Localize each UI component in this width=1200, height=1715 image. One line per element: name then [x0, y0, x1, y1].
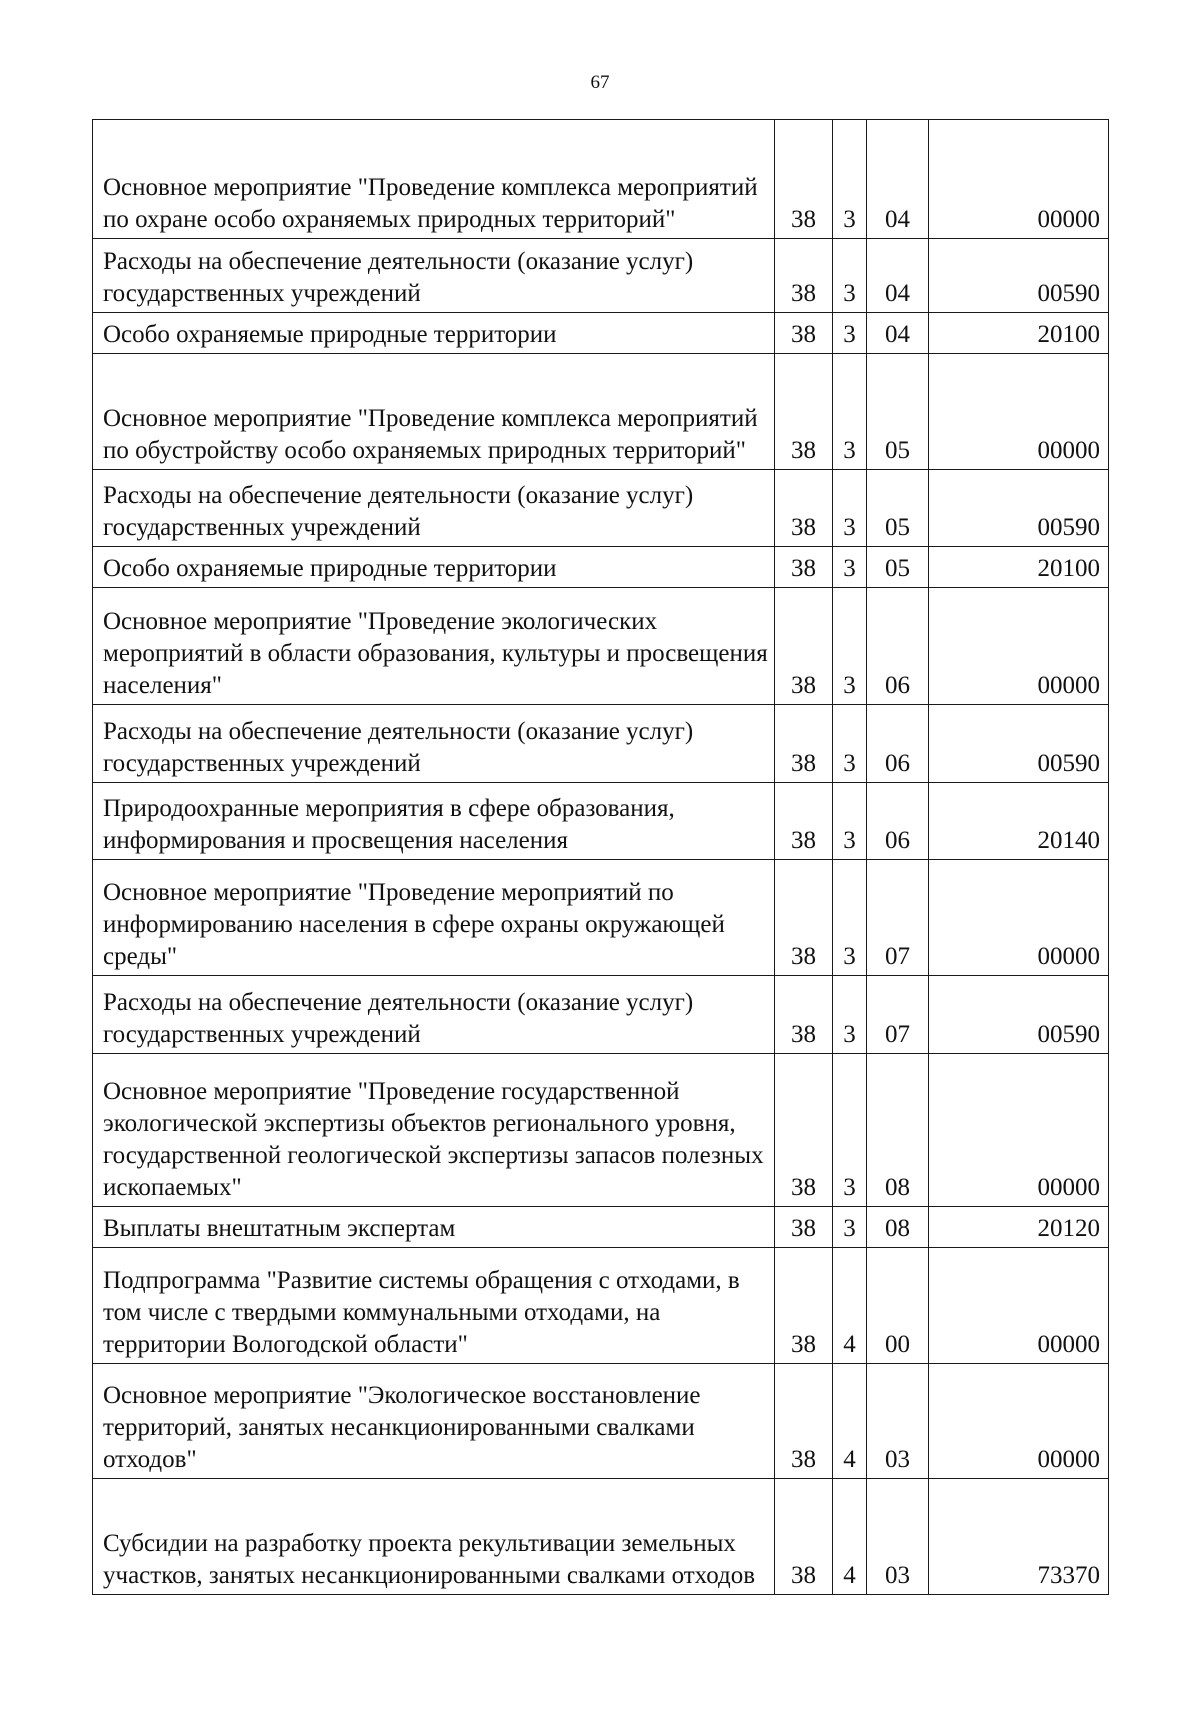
table-row [93, 783, 1109, 860]
subprogram-code: 3 [833, 470, 867, 547]
expense-code: 00000 [929, 860, 1109, 976]
table-row [93, 588, 1109, 705]
table-row [93, 470, 1109, 547]
activity-code: 07 [867, 860, 929, 976]
table-row [93, 1479, 1109, 1595]
expense-code: 20100 [929, 313, 1109, 354]
row-description: Основное мероприятие "Проведение мероприятий по информированию населения в сфере охраны окружающей среды" [93, 860, 775, 976]
row-description: Расходы на обеспечение деятельности (оказание услуг) государственных учреждений [93, 470, 775, 547]
subprogram-code: 3 [833, 860, 867, 976]
table-row [93, 1364, 1109, 1479]
expense-code: 00000 [929, 1054, 1109, 1207]
page-number: 67 [590, 72, 610, 93]
program-code: 38 [775, 313, 833, 354]
table-row [93, 239, 1109, 313]
program-code: 38 [775, 354, 833, 470]
expense-code: 00590 [929, 239, 1109, 313]
row-description: Расходы на обеспечение деятельности (оказание услуг) государственных учреждений [93, 705, 775, 783]
activity-code: 08 [867, 1207, 929, 1248]
activity-code: 00 [867, 1248, 929, 1364]
row-description: Особо охраняемые природные территории [93, 313, 775, 354]
activity-code: 06 [867, 705, 929, 783]
activity-code: 05 [867, 354, 929, 470]
activity-code: 06 [867, 783, 929, 860]
activity-code: 03 [867, 1479, 929, 1595]
expense-code: 00000 [929, 588, 1109, 705]
activity-code: 05 [867, 470, 929, 547]
subprogram-code: 3 [833, 588, 867, 705]
subprogram-code: 4 [833, 1248, 867, 1364]
program-code: 38 [775, 1479, 833, 1595]
table-row [93, 1054, 1109, 1207]
row-description: Основное мероприятие "Экологическое восстановление территорий, занятых несанкционированными свалками отходов" [93, 1364, 775, 1479]
subprogram-code: 3 [833, 976, 867, 1054]
program-code: 38 [775, 1364, 833, 1479]
table-row [93, 120, 1109, 239]
subprogram-code: 4 [833, 1364, 867, 1479]
row-description: Основное мероприятие "Проведение государственной экологической экспертизы объектов регионального уровня, государственной геологической экспертизы запасов полезных ископаемых" [93, 1054, 775, 1207]
row-description: Особо охраняемые природные территории [93, 547, 775, 588]
row-description: Подпрограмма "Развитие системы обращения с отходами, в том числе с твердыми коммунальными отходами, на территории Вологодской области" [93, 1248, 775, 1364]
row-description: Субсидии на разработку проекта рекультивации земельных участков, занятых несанкционированными свалками отходов [93, 1479, 775, 1595]
subprogram-code: 4 [833, 1479, 867, 1595]
expense-code: 20140 [929, 783, 1109, 860]
program-code: 38 [775, 1248, 833, 1364]
expense-code: 20100 [929, 547, 1109, 588]
subprogram-code: 3 [833, 783, 867, 860]
table-row [93, 547, 1109, 588]
program-code: 38 [775, 470, 833, 547]
program-code: 38 [775, 783, 833, 860]
subprogram-code: 3 [833, 1054, 867, 1207]
program-code: 38 [775, 588, 833, 705]
row-description: Основное мероприятие "Проведение экологических мероприятий в области образования, культуры и просвещения населения" [93, 588, 775, 705]
row-description: Природоохранные мероприятия в сфере образования, информирования и просвещения населения [93, 783, 775, 860]
activity-code: 04 [867, 313, 929, 354]
program-code: 38 [775, 976, 833, 1054]
row-description: Выплаты внештатным экспертам [93, 1207, 775, 1248]
table-row [93, 1248, 1109, 1364]
row-description: Расходы на обеспечение деятельности (оказание услуг) государственных учреждений [93, 239, 775, 313]
subprogram-code: 3 [833, 313, 867, 354]
program-code: 38 [775, 239, 833, 313]
expense-code: 00000 [929, 1364, 1109, 1479]
activity-code: 06 [867, 588, 929, 705]
table-row [93, 705, 1109, 783]
row-description: Основное мероприятие "Проведение комплекса мероприятий по охране особо охраняемых природных территорий" [93, 120, 775, 239]
subprogram-code: 3 [833, 705, 867, 783]
subprogram-code: 3 [833, 1207, 867, 1248]
table-row [93, 1207, 1109, 1248]
subprogram-code: 3 [833, 239, 867, 313]
row-description: Основное мероприятие "Проведение комплекса мероприятий по обустройству особо охраняемых природных территорий" [93, 354, 775, 470]
activity-code: 04 [867, 120, 929, 239]
expense-code: 00590 [929, 470, 1109, 547]
program-code: 38 [775, 1207, 833, 1248]
activity-code: 07 [867, 976, 929, 1054]
table-row [93, 354, 1109, 470]
program-code: 38 [775, 860, 833, 976]
activity-code: 08 [867, 1054, 929, 1207]
subprogram-code: 3 [833, 354, 867, 470]
program-code: 38 [775, 547, 833, 588]
row-description: Расходы на обеспечение деятельности (оказание услуг) государственных учреждений [93, 976, 775, 1054]
expense-code: 00590 [929, 705, 1109, 783]
table-row [93, 313, 1109, 354]
table-row [93, 976, 1109, 1054]
expense-code: 20120 [929, 1207, 1109, 1248]
table-row [93, 860, 1109, 976]
program-code: 38 [775, 1054, 833, 1207]
activity-code: 03 [867, 1364, 929, 1479]
expense-code: 00000 [929, 354, 1109, 470]
expense-code: 00000 [929, 120, 1109, 239]
subprogram-code: 3 [833, 547, 867, 588]
expense-code: 00590 [929, 976, 1109, 1054]
budget-classification-table [92, 119, 1109, 1595]
activity-code: 04 [867, 239, 929, 313]
expense-code: 00000 [929, 1248, 1109, 1364]
expense-code: 73370 [929, 1479, 1109, 1595]
program-code: 38 [775, 120, 833, 239]
activity-code: 05 [867, 547, 929, 588]
subprogram-code: 3 [833, 120, 867, 239]
program-code: 38 [775, 705, 833, 783]
